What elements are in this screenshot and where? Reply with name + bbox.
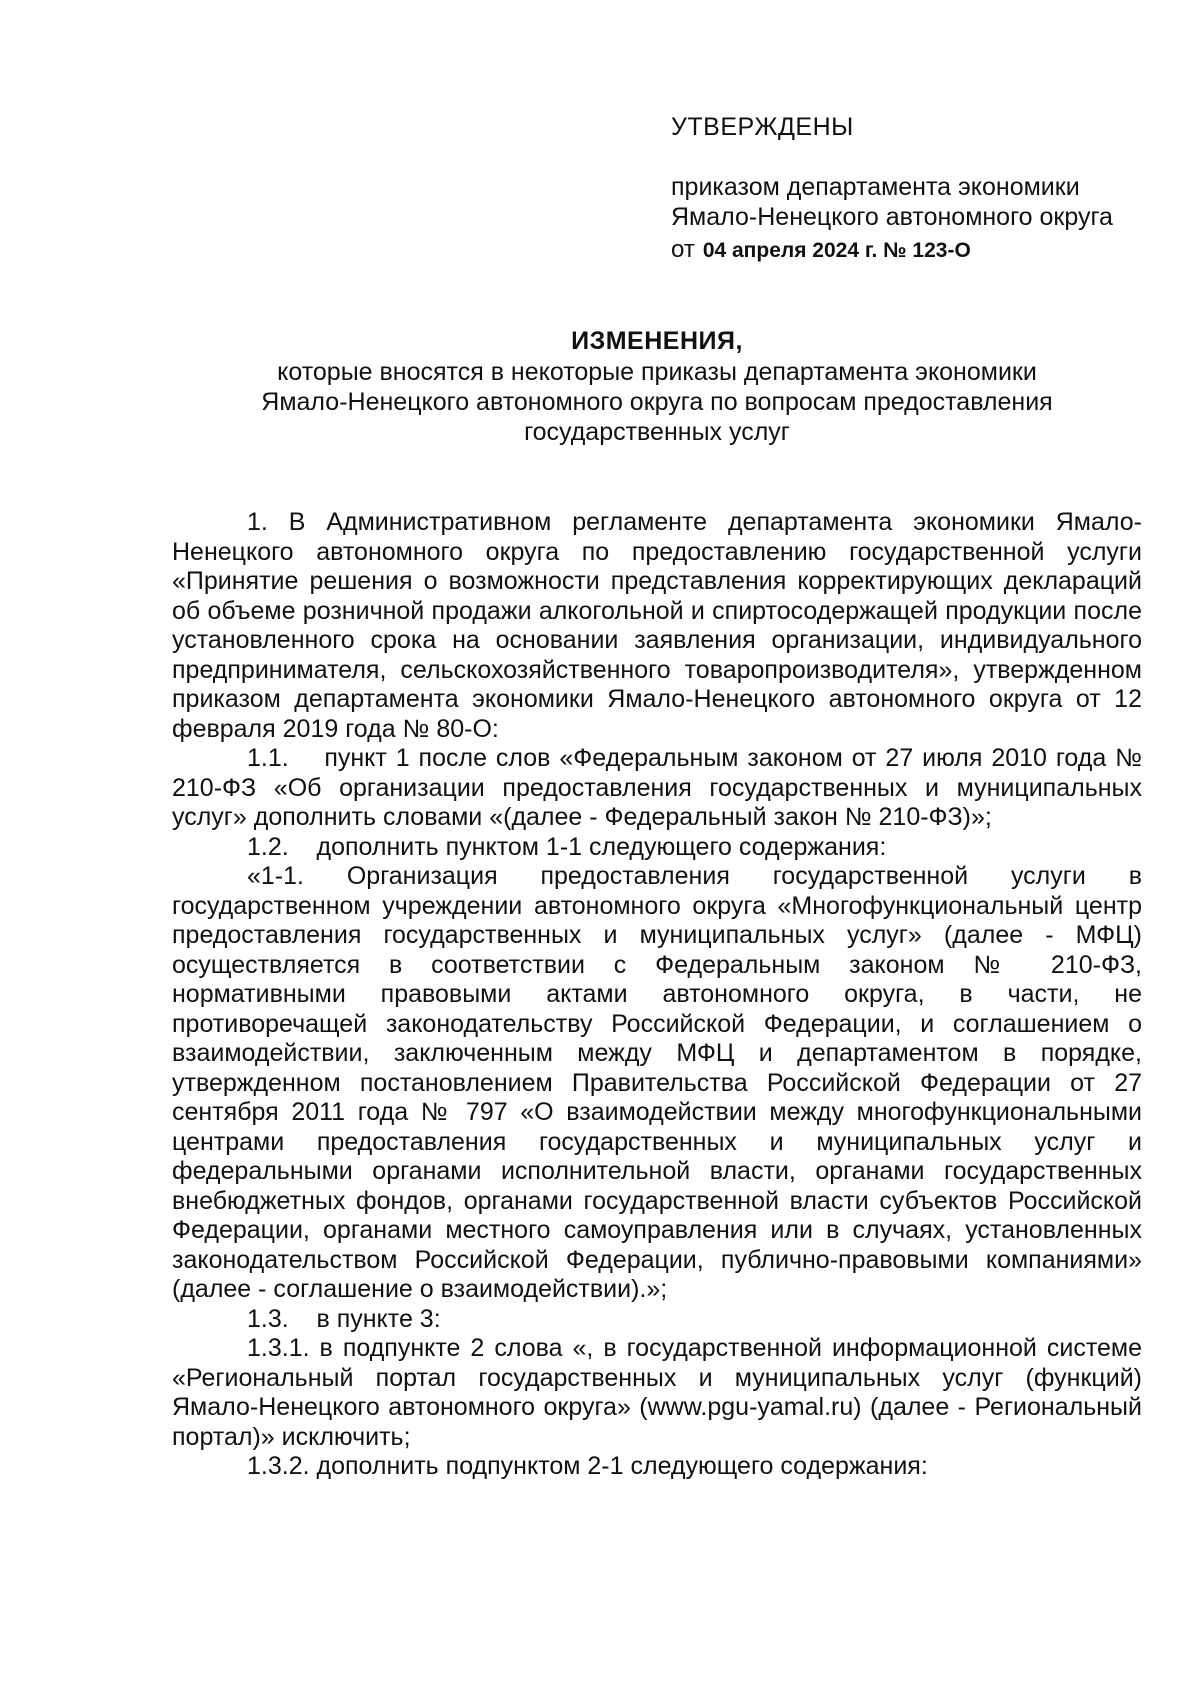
order-date-number: 04 апреля 2024 г. № 123-О — [702, 239, 971, 262]
order-date-line — [671, 234, 1151, 266]
document-heading: ИЗМЕНЕНИЯ, — [571, 327, 743, 355]
document-subtitle-line-3: государственных услуг — [524, 418, 790, 446]
approved-label: УТВЕРЖДЕНЫ — [671, 113, 854, 141]
approval-block — [671, 112, 1151, 266]
order-line-2: Ямало-Ненецкого автономного округа — [671, 203, 1113, 231]
paragraph-1-3: 1.3. в пункте 3: — [247, 1304, 441, 1333]
paragraph-1-2: 1.2. дополнить пунктом 1-1 следующего содержания: — [247, 832, 887, 861]
document-title-block — [172, 326, 1142, 447]
paragraph-1-3-2: 1.3.2. дополнить подпунктом 2-1 следующего содержания: — [247, 1452, 928, 1480]
order-line-1: приказом департамента экономики — [671, 173, 1080, 201]
document-subtitle-line-2: Ямало-Ненецкого автономного округа по вопросам предоставления — [261, 388, 1053, 416]
paragraph-1-1: 1.1. пункт 1 после слов «Федеральным законом от 27 июля 2010 года № 210-ФЗ «Об организации предоставления государственных и муниципальных услуг» дополнить словами «(далее - Федеральный закон № 210-ФЗ)»; — [172, 744, 1149, 831]
paragraph-quote-1-1: «1-1. Организация предоставления государственной услуги в государственном учреждении автономного округа «Многофункциональный центр предоставления государственных и муниципальных услуг» (далее - МФЦ) осуществляется в соответствии с Федеральным законом № 210-ФЗ, нормативными правовыми актами автономного округа, в части, не противоречащей законодательству Российской Федерации, и соглашением о взаимодействии, заключенным между МФЦ и департаментом в порядке, утвержденном постановлением Правительства Российской Федерации от 27 сентября 2011 года № 797 «О взаимодействии между многофункциональными центрами предоставления государственных и муниципальных услуг и федеральными органами исполнительной власти, органами государственных внебюджетных фондов, органами государственной власти субъектов Российской Федерации, органами местного самоуправления или в случаях, установленных законодательством Российской Федерации, публично-правовыми компаниями» (далее - соглашение о взаимодействии).»; — [172, 862, 1142, 1303]
document-body — [172, 508, 1149, 1482]
document-subtitle-line-1: которые вносятся в некоторые приказы департамента экономики — [277, 358, 1037, 386]
date-prefix: от — [671, 236, 695, 263]
paragraph-1-3-1: 1.3.1. в подпункте 2 слова «, в государственной информационной системе «Региональный портал государственных и муниципальных услуг (функций) Ямало-Ненецкого автономного округа» (www.pgu-yamal.ru) (далее - Региональный портал)» исключить; — [172, 1334, 1142, 1451]
paragraph-1: 1. В Административном регламенте департамента экономики Ямало-Ненецкого автономного округа по предоставлению государственной услуги «Принятие решения о возможности представления корректирующих деклараций об объеме розничной продажи алкогольной и спиртосодержащей продукции после установленного срока на основании заявления организации, индивидуального предпринимателя, сельскохозяйственного товаропроизводителя», утвержденном приказом департамента экономики Ямало-Ненецкого автономного округа от 12 февраля 2019 года № 80-О: — [172, 508, 1142, 743]
